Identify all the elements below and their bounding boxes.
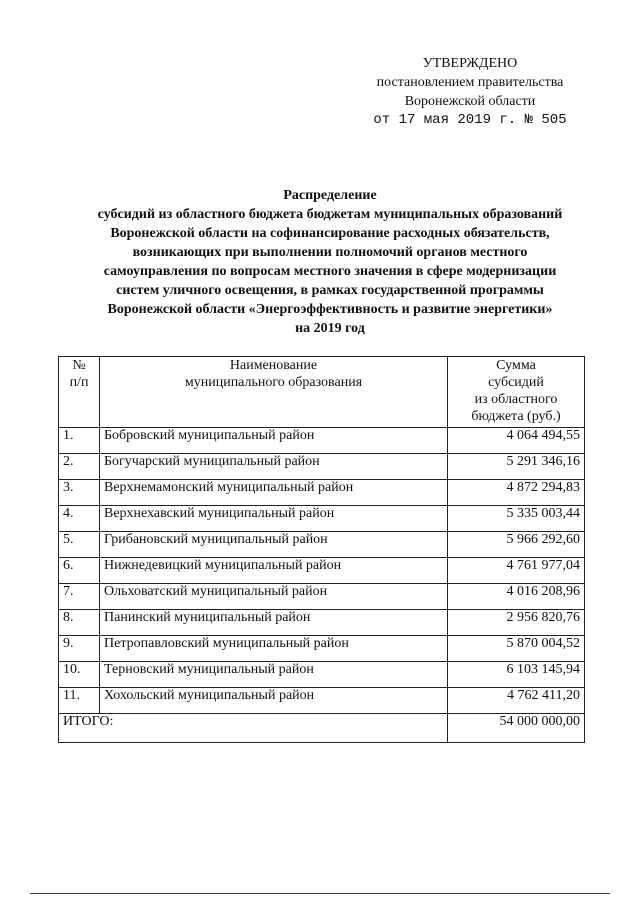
row-municipality: Грибановский муниципальный район	[100, 532, 448, 558]
row-number: 11.	[59, 688, 100, 714]
header-text: Наименование	[229, 358, 318, 373]
approval-line: постановлением правительства	[376, 75, 564, 90]
row-number: 1.	[59, 428, 100, 454]
header-text: №	[72, 358, 86, 373]
header-text: муниципального образования	[184, 375, 363, 390]
row-amount: 4 761 977,04	[448, 558, 585, 584]
page-bottom-rule	[30, 893, 610, 894]
row-amount: 6 103 145,94	[448, 662, 585, 688]
table-row	[59, 428, 585, 454]
title-line: на 2019 год	[295, 321, 365, 336]
title-line: возникающих при выполнении полномочий органов местного	[132, 245, 528, 260]
header-text: из областного	[474, 392, 558, 407]
total-row	[59, 714, 585, 743]
row-amount: 4 872 294,83	[448, 480, 585, 506]
row-municipality: Хохольский муниципальный район	[100, 688, 448, 714]
row-amount: 4 064 494,55	[448, 428, 585, 454]
table-row	[59, 532, 585, 558]
total-label: ИТОГО:	[59, 714, 448, 743]
title-line: самоуправления по вопросам местного значения в сфере модернизации	[103, 264, 557, 279]
row-number: 6.	[59, 558, 100, 584]
table-row	[59, 662, 585, 688]
row-municipality: Панинский муниципальный район	[100, 610, 448, 636]
row-number: 5.	[59, 532, 100, 558]
header-text: п/п	[69, 375, 89, 390]
table-row	[59, 480, 585, 506]
header-amount	[448, 357, 585, 428]
row-municipality: Верхнемамонский муниципальный район	[100, 480, 448, 506]
header-text: бюджета (руб.)	[471, 409, 561, 424]
header-text: Сумма	[496, 358, 536, 373]
title-line: Воронежской области на софинансирование расходных обязательств,	[110, 226, 550, 241]
row-municipality: Ольховатский муниципальный район	[100, 584, 448, 610]
table-row	[59, 584, 585, 610]
document-title	[70, 186, 590, 338]
row-number: 9.	[59, 636, 100, 662]
table-row	[59, 454, 585, 480]
approval-line: Воронежской области	[404, 94, 536, 109]
approval-block	[360, 54, 580, 130]
table-row	[59, 636, 585, 662]
table-row	[59, 558, 585, 584]
row-number: 3.	[59, 480, 100, 506]
row-amount: 2 956 820,76	[448, 610, 585, 636]
row-municipality: Петропавловский муниципальный район	[100, 636, 448, 662]
row-number: 4.	[59, 506, 100, 532]
row-municipality: Терновский муниципальный район	[100, 662, 448, 688]
row-municipality: Бобровский муниципальный район	[100, 428, 448, 454]
row-number: 10.	[59, 662, 100, 688]
row-amount: 5 966 292,60	[448, 532, 585, 558]
row-number: 8.	[59, 610, 100, 636]
row-municipality: Нижнедевицкий муниципальный район	[100, 558, 448, 584]
title-line: субсидий из областного бюджета бюджетам муниципальных образований	[97, 207, 563, 222]
row-amount: 4 016 208,96	[448, 584, 585, 610]
row-amount: 5 870 004,52	[448, 636, 585, 662]
table-row	[59, 688, 585, 714]
row-number: 7.	[59, 584, 100, 610]
title-line: Распределение	[283, 188, 377, 203]
row-municipality: Верхнехавский муниципальный район	[100, 506, 448, 532]
table-header-row	[59, 357, 585, 428]
approval-date: от 17 мая 2019 г. № 505	[373, 112, 567, 128]
title-line: Воронежской области «Энергоэффективность и развитие энергетики»	[107, 302, 553, 317]
distribution-table	[58, 356, 585, 743]
approval-title: УТВЕРЖДЕНО	[422, 56, 518, 71]
header-municipality	[100, 357, 448, 428]
header-text: субсидий	[488, 375, 544, 390]
row-municipality: Богучарский муниципальный район	[100, 454, 448, 480]
header-number	[59, 357, 100, 428]
row-amount: 5 335 003,44	[448, 506, 585, 532]
table-row	[59, 506, 585, 532]
title-line: систем уличного освещения, в рамках государственной программы	[116, 283, 544, 298]
total-amount: 54 000 000,00	[448, 714, 585, 743]
table-row	[59, 610, 585, 636]
row-number: 2.	[59, 454, 100, 480]
row-amount: 5 291 346,16	[448, 454, 585, 480]
row-amount: 4 762 411,20	[448, 688, 585, 714]
